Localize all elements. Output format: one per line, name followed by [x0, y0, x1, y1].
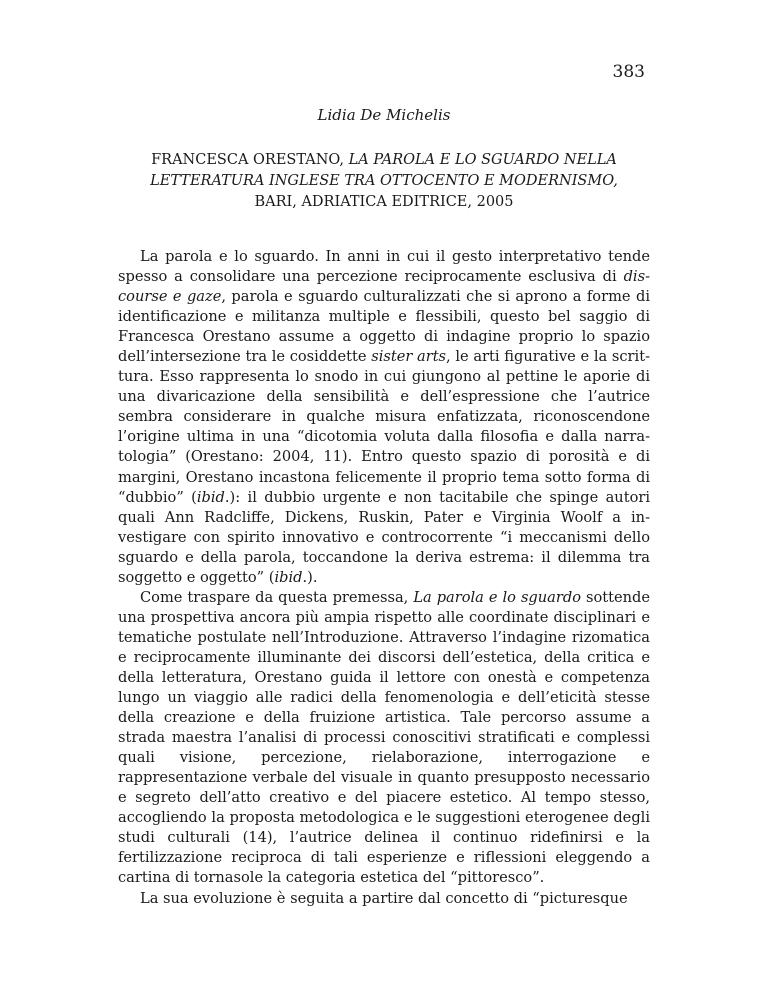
italic-run: discourse e gaze — [118, 268, 650, 306]
text-run: La parola e lo sguardo. In anni in cui il gesto interpretativo tende spesso a consolidare una percezione reciprocamente esclusiva di — [118, 248, 650, 286]
book-title-part-1: LA PAROLA E LO SGUARDO NELLA — [348, 152, 617, 168]
review-title — [120, 150, 648, 213]
review-body — [118, 247, 650, 909]
paragraph-2 — [118, 588, 650, 889]
paragraph-3 — [118, 889, 650, 909]
text-run: La sua evoluzione è seguita a partire dal concetto di “picturesque — [140, 889, 628, 907]
italic-run: sister arts — [371, 348, 447, 366]
text-run: .): il dubbio urgente e non tacitabile che spinge autori quali Ann Radcliffe, Dickens, Ruskin, Pater e Virginia Woolf a investigare con spirito innovativo e controcorrente “i meccanismi dello sguardo e della parola, toccandone la deriva estrema: il dilemma tra soggetto e oggetto” ( — [118, 488, 650, 586]
text-run: , le arti figurative e la scrittura. Esso rappresenta lo snodo in cui giungono al pettine le aporie di una divaricazione della sensibilità e dell’espressione che l’autrice sembra considerare in qualche misura enfatizzata, riconoscendone l’origine ultima in una “dicotomia voluta dalla filosofia e dalla narratologia” (Orestano: 2004, 11). Entro questo spazio di porosità e di margini, Orestano incastona felicemente il proprio tema sotto forma di “dubbio” ( — [118, 348, 650, 506]
text-run: sottende una prospettiva ancora più ampia rispetto alle coordinate disciplinari e tematiche postulate nell’Introduzione. Attraverso l’indagine rizomatica e reciprocamente illuminante dei discorsi dell’estetica, della critica e della letteratura, Orestano guida il lettore con onestà e competenza lungo un viaggio alle radici della fenomenologia e dell’eticità stesse della creazione e della fruizione artistica. Tale percorso assume a strada maestra l’analisi di processi conoscitivi stratificati e complessi quali visione, percezione, rielaborazione, interrogazione e rappresentazione verbale del visuale in quanto presupposto necessario e segreto dell’atto creativo e del piacere estetico. Al tempo stesso, accogliendo la proposta metodologica e le suggestioni eterogenee degli studi culturali (14), l’autrice delinea il continuo ridefinirsi e la fertilizzazione reciproca di tali esperienze e riflessioni eleggendo a cartina di tornasole la categoria estetica del “pittoresco”. — [118, 588, 650, 887]
italic-run: ibid — [274, 568, 303, 586]
book-author: FRANCESCA ORESTANO, — [151, 152, 349, 168]
paragraph-1 — [118, 247, 650, 588]
text-run: .). — [302, 568, 318, 586]
page-number: 383 — [612, 62, 645, 82]
text-run: Come traspare da questa premessa, — [140, 588, 414, 606]
publication-info: BARI, ADRIATICA EDITRICE, 2005 — [254, 194, 514, 210]
review-author: Lidia De Michelis — [317, 106, 451, 124]
book-title-part-2: LETTERATURA INGLESE TRA OTTOCENTO E MODERNISMO, — [150, 173, 618, 189]
italic-run: ibid — [196, 488, 225, 506]
text-run: , parola e sguardo culturalizzati che si aprono a forme di identificazione e militanza multiple e flessibili, questo bel saggio di Francesca Orestano assume a oggetto di indagine proprio lo spazio dell’intersezione tra le cosiddette — [118, 288, 650, 366]
italic-run: La parola e lo sguardo — [413, 588, 581, 606]
title-line-1 — [120, 150, 648, 171]
